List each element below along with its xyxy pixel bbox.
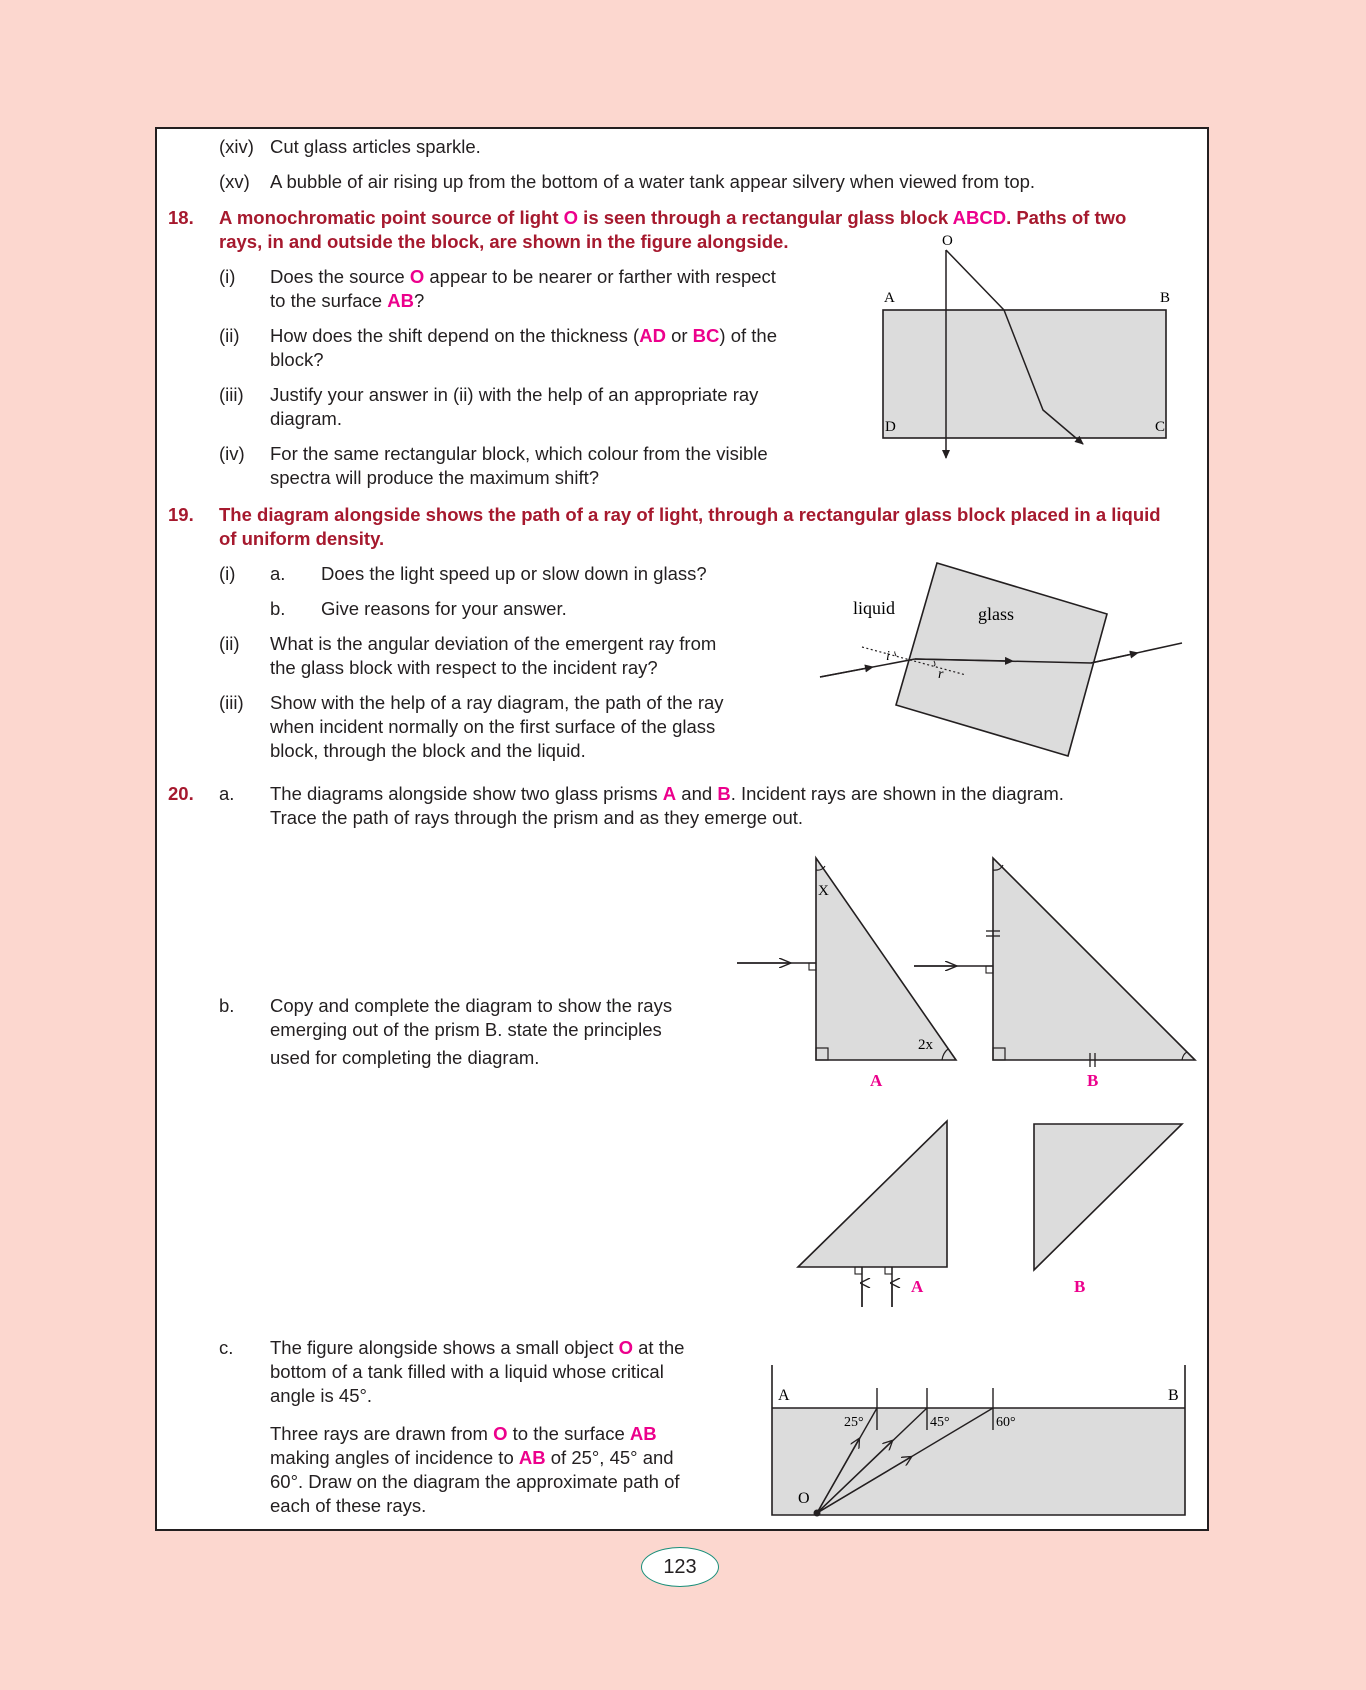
prism-a-ray-2-normal: [885, 1267, 892, 1274]
q19-iii-line1: Show with the help of a ray diagram, the path of the ray: [270, 692, 724, 713]
q20-c-line6: 60°. Draw on the diagram the approximate path of: [270, 1471, 680, 1492]
q19-iii-line3: block, through the block and the liquid.: [270, 740, 586, 761]
q20-prisms-top-figure: [730, 850, 1200, 1095]
q18-i-number: (i): [219, 266, 236, 287]
prism-b-bottom: [1034, 1124, 1182, 1270]
angle-i-arc: [895, 652, 896, 656]
label-O: O: [942, 233, 953, 249]
tank-label-a: A: [778, 1387, 790, 1404]
q18-iii-line2: diagram.: [270, 408, 342, 429]
q18-number: 18.: [168, 207, 194, 228]
q19-ii-line2: the glass block with respect to the incident ray?: [270, 657, 658, 678]
prism-a-label-x: X: [818, 883, 829, 899]
prism-b-label: B: [1087, 1071, 1099, 1090]
label-i: i: [886, 649, 890, 664]
prism-b-normal-mark: [986, 966, 993, 973]
q18-iii-number: (iii): [219, 384, 244, 405]
q20-c-line1: The figure alongside shows a small object O at the: [270, 1337, 685, 1358]
q18-ii-number: (ii): [219, 325, 240, 346]
q20-c-line4: Three rays are drawn from O to the surface AB: [270, 1423, 657, 1444]
prism-a-normal-mark: [809, 963, 816, 970]
q20-a-line2: Trace the path of rays through the prism and as they emerge out.: [270, 807, 804, 828]
q19-i-number: (i): [219, 563, 236, 584]
prism-a: [816, 858, 956, 1060]
q18-ii-line1: How does the shift depend on the thickness (AD or BC) of the: [270, 325, 777, 346]
q20-tank-figure: [765, 1360, 1195, 1520]
q20-a-line1: The diagrams alongside show two glass prisms A and B. Incident rays are shown in the diagram.: [270, 783, 1064, 804]
object-o: [814, 1510, 821, 1517]
q20-c-line2: bottom of a tank filled with a liquid whose critical: [270, 1361, 664, 1382]
q20-a-label: a.: [219, 783, 235, 804]
q18-heading-line1: A monochromatic point source of light O is seen through a rectangular glass block ABCD. Paths of two: [219, 207, 1127, 228]
label-glass: glass: [978, 604, 1014, 624]
q20-b-line1: Copy and complete the diagram to show the rays: [270, 995, 673, 1016]
page-number: 123: [641, 1547, 719, 1587]
prism-a-bottom-label: A: [911, 1277, 924, 1296]
label-r: r: [938, 667, 944, 682]
angle-label-45: 45°: [930, 1415, 950, 1430]
angle-label-25: 25°: [844, 1415, 864, 1430]
q19-b-text: Give reasons for your answer.: [321, 598, 567, 619]
q18-ii-line2: block?: [270, 349, 324, 370]
q19-ii-number: (ii): [219, 633, 240, 654]
tank-label-o: O: [798, 1490, 810, 1507]
q19-tilted-block-figure: [810, 555, 1190, 765]
prism-b: [993, 858, 1195, 1060]
q19-a-label: a.: [270, 563, 286, 584]
q20-b-label: b.: [219, 995, 235, 1016]
q17-xv-number: (xv): [219, 171, 250, 192]
q19-iii-line2: when incident normally on the first surface of the glass: [270, 716, 716, 737]
label-B: B: [1160, 290, 1171, 306]
label-liquid: liquid: [853, 598, 896, 618]
q19-ii-line1: What is the angular deviation of the emergent ray from: [270, 633, 717, 654]
q19-b-label: b.: [270, 598, 286, 619]
q19-iii-number: (iii): [219, 692, 244, 713]
incident-ray-arrow: [820, 668, 870, 678]
tank-liquid: [772, 1408, 1185, 1515]
label-D: D: [885, 419, 896, 435]
q19-heading-line1: The diagram alongside shows the path of a ray of light, through a rectangular glass block placed in a liquid: [219, 504, 1161, 525]
prism-a-ray-1-normal: [855, 1267, 862, 1274]
q17-xiv-text: Cut glass articles sparkle.: [270, 136, 481, 157]
prism-b-bottom-label: B: [1074, 1277, 1086, 1296]
q18-iv-line2: spectra will produce the maximum shift?: [270, 467, 600, 488]
tank-label-b: B: [1168, 1387, 1179, 1404]
q19-a-text: Does the light speed up or slow down in glass?: [321, 563, 707, 584]
q18-i-line1: Does the source O appear to be nearer or farther with respect: [270, 266, 776, 287]
q18-i-line2: to the surface AB?: [270, 290, 425, 311]
q20-c-label: c.: [219, 1337, 234, 1358]
q19-number: 19.: [168, 504, 194, 525]
q20-c-line7: each of these rays.: [270, 1495, 427, 1516]
q17-xiv-number: (xiv): [219, 136, 254, 157]
q20-prisms-bottom-figure: [790, 1115, 1190, 1315]
q18-iv-number: (iv): [219, 443, 245, 464]
q20-number: 20.: [168, 783, 194, 804]
label-A: A: [884, 290, 895, 306]
q17-xv-text: A bubble of air rising up from the bottom of a water tank appear silvery when viewed from top.: [270, 171, 1036, 192]
q19-heading-line2: of uniform density.: [219, 528, 385, 549]
q20-c-line3: angle is 45°.: [270, 1385, 373, 1406]
q20-b-line2: emerging out of the prism B. state the principles: [270, 1019, 662, 1040]
q18-iv-line1: For the same rectangular block, which colour from the visible: [270, 443, 768, 464]
emergent-ray-arrow: [1091, 654, 1135, 664]
q20-b-line3: used for completing the diagram.: [270, 1047, 540, 1068]
q20-c-line5: making angles of incidence to AB of 25°, 45° and: [270, 1447, 674, 1468]
q18-heading-line2: rays, in and outside the block, are shown in the figure alongside.: [219, 231, 789, 252]
q18-iii-line1: Justify your answer in (ii) with the help of an appropriate ray: [270, 384, 759, 405]
prism-a-label: A: [870, 1071, 883, 1090]
glass-block-abcd: [883, 310, 1166, 438]
q18-glass-block-figure: [870, 228, 1200, 468]
prism-a-label-2x: 2x: [918, 1037, 933, 1053]
label-C: C: [1155, 419, 1166, 435]
prism-a-bottom: [798, 1121, 947, 1267]
angle-label-60: 60°: [996, 1415, 1016, 1430]
